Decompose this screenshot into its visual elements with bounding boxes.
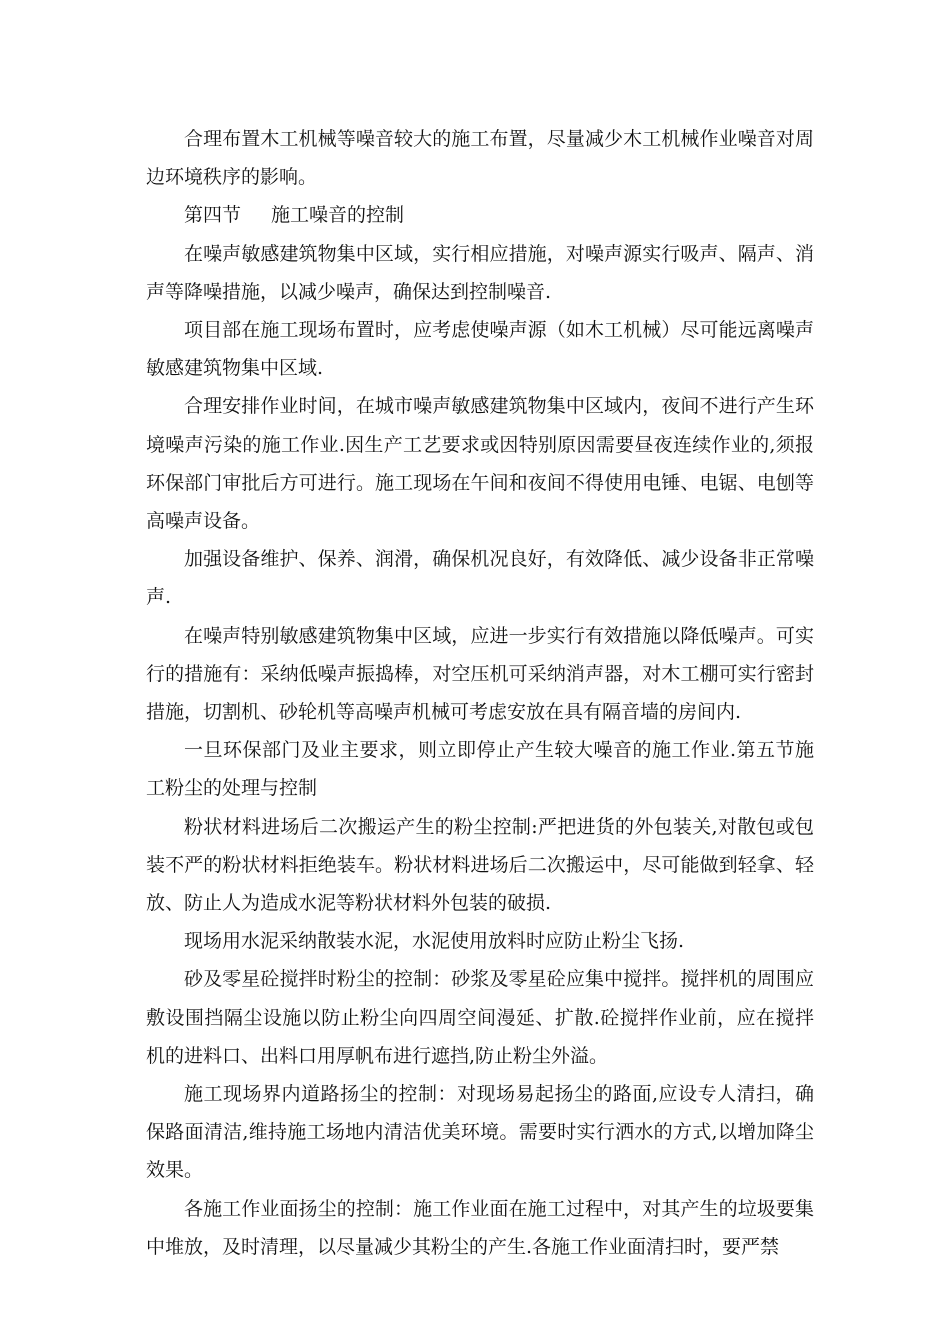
- paragraph: 一旦环保部门及业主要求，则立即停止产生较大噪音的施工作业.第五节施工粉尘的处理与控制: [146, 739, 814, 800]
- paragraph: 粉状材料进场后二次搬运产生的粉尘控制:严把进货的外包装关,对散包或包装不严的粉状材料拒绝装车。粉状材料进场后二次搬运中，尽可能做到轻拿、轻放、防止人为造成水泥等粉状材料外包装的破损.: [146, 815, 814, 915]
- paragraph: 项目部在施工现场布置时，应考虑使噪声源（如木工机械）尽可能远离噪声敏感建筑物集中区域.: [146, 319, 814, 380]
- paragraph: 施工现场界内道路扬尘的控制：对现场易起扬尘的路面,应设专人清扫，确保路面清洁,维持施工场地内清洁优美环境。需要时实行洒水的方式,以增加降尘效果。: [146, 1083, 814, 1182]
- paragraph: 现场用水泥采纳散装水泥，水泥使用放料时应防止粉尘飞扬.: [184, 930, 685, 953]
- paragraph: 各施工作业面扬尘的控制：施工作业面在施工过程中，对其产生的垃圾要集中堆放，及时清理，以尽量减少其粉尘的产生.各施工作业面清扫时，要严禁: [146, 1197, 814, 1258]
- paragraph: 砂及零星砼搅拌时粉尘的控制：砂浆及零星砼应集中搅拌。搅拌机的周围应敷设围挡隔尘设施以防止粉尘向四周空间漫延、扩散.砼搅拌作业前，应在搅拌机的进料口、出料口用厚帆布进行遮挡,防止粉尘外溢。: [146, 968, 814, 1067]
- paragraph: 合理安排作业时间，在城市噪声敏感建筑物集中区域内，夜间不进行产生环境噪声污染的施工作业.因生产工艺要求或因特别原因需要昼夜连续作业的,须报环保部门审批后方可进行。施工现场在午间和夜间不得使用电锤、电锯、电刨等高噪声设备。: [146, 395, 814, 533]
- paragraph: 加强设备维护、保养、润滑，确保机况良好，有效降低、减少设备非正常噪声.: [146, 548, 814, 609]
- paragraph: 合理布置木工机械等噪音较大的施工布置，尽量减少木工机械作业噪音对周边环境秩序的影响。: [146, 128, 814, 189]
- section-title: 施工噪音的控制: [271, 204, 405, 227]
- paragraph: 在噪声特别敏感建筑物集中区域，应进一步实行有效措施以降低噪声。可实行的措施有：采纳低噪声振捣棒，对空压机可采纳消声器，对木工棚可实行密封措施，切割机、砂轮机等高噪声机械可考虑安放在具有隔音墙的房间内.: [146, 624, 814, 724]
- section-heading: [146, 196, 814, 234]
- document-page: [146, 120, 814, 1266]
- paragraph: 在噪声敏感建筑物集中区域，实行相应措施，对噪声源实行吸声、隔声、消声等降噪措施，以减少噪声，确保达到控制噪音.: [146, 242, 814, 303]
- section-number: 第四节: [184, 204, 242, 227]
